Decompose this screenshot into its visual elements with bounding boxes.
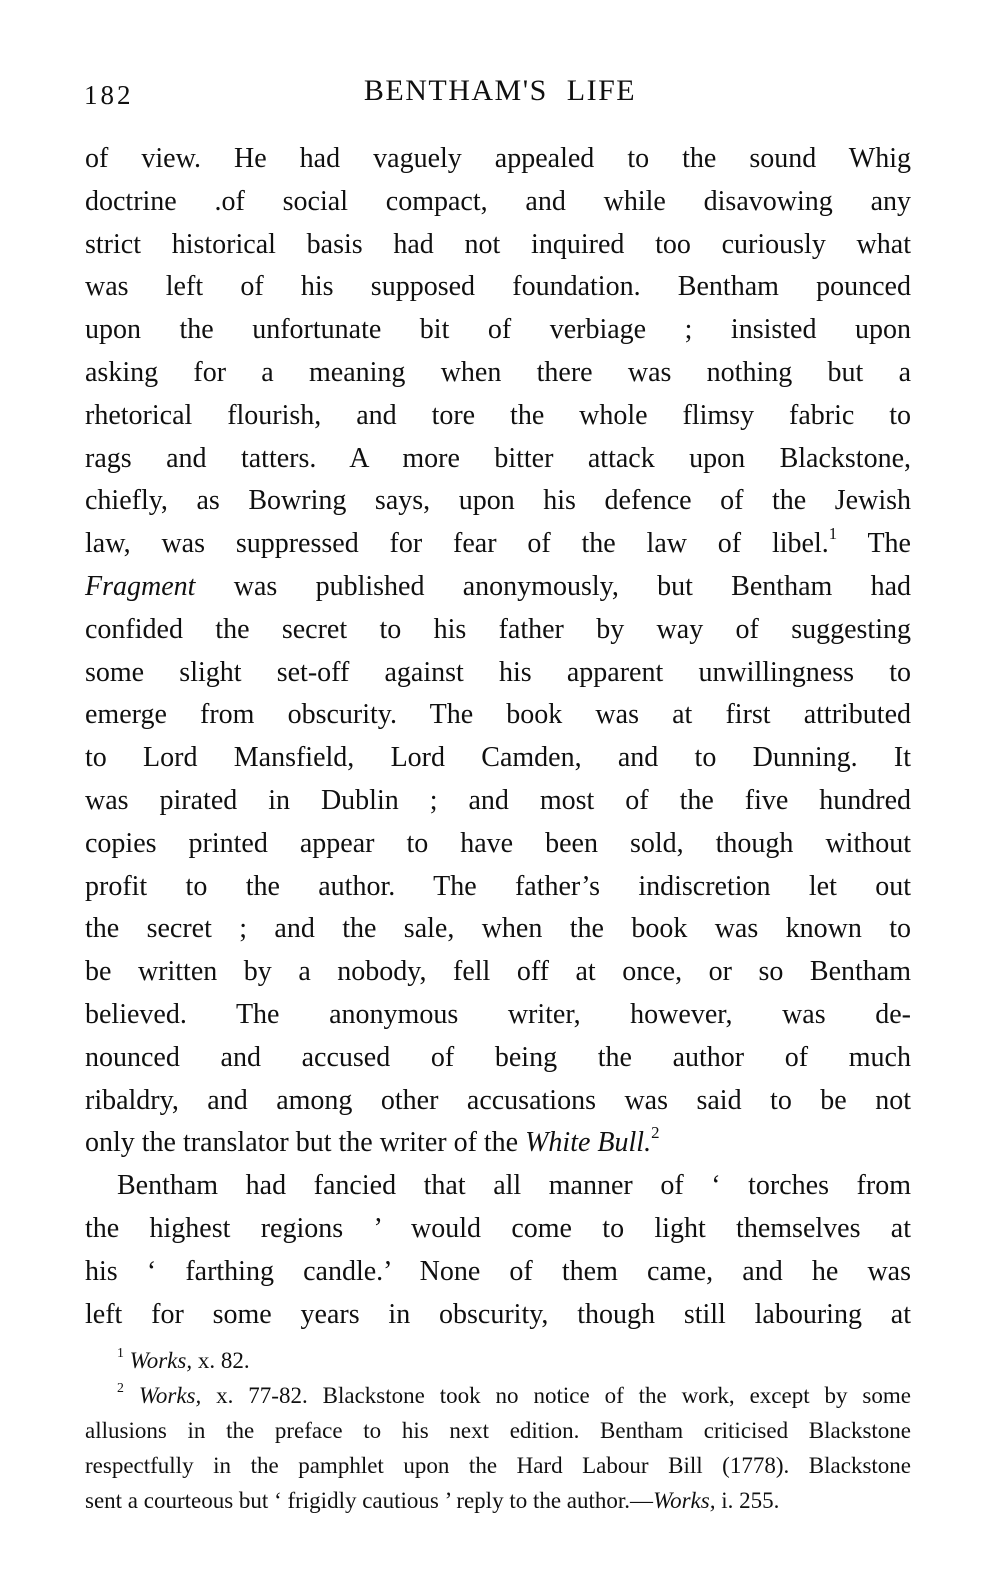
text-segment: law, was suppressed for fear of the law of libel. [85, 528, 829, 560]
text-line [85, 1122, 911, 1165]
text-line [85, 224, 911, 267]
text-segment: x. 82. [192, 1348, 250, 1373]
text-line [85, 1378, 911, 1413]
text-line [85, 309, 911, 352]
text-segment: believed. The anonymous writer, however, was de- [85, 998, 911, 1030]
text-segment: ribaldry, and among other accusations was said to be not [85, 1084, 911, 1116]
text-line [85, 1251, 911, 1294]
text-segment: doctrine .of social compact, and while disavowing any [85, 185, 911, 217]
text-line [85, 266, 911, 309]
text-line [85, 609, 911, 652]
text-line [85, 737, 911, 780]
text-segment: was left of his supposed foundation. Bentham pounced [85, 271, 911, 303]
text-segment: x. 77-82. Blackstone took no notice of the work, except by some [201, 1383, 911, 1408]
text-segment: of view. He had vaguely appealed to the sound Whig [85, 143, 911, 174]
italic-text-segment: Works, [123, 1383, 202, 1408]
text-line [85, 823, 911, 866]
text-segment: i. 255. [715, 1488, 780, 1513]
footnotes [85, 1343, 911, 1518]
text-line [85, 1080, 911, 1123]
text-segment: Bentham had fancied that all manner of ‘ torches from [117, 1170, 911, 1202]
italic-text-segment: Works, [123, 1348, 193, 1373]
text-line [85, 951, 911, 994]
text-segment: left for some years in obscurity, though still labouring at [85, 1298, 911, 1330]
text-line [85, 1208, 911, 1251]
text-segment: to Lord Mansfield, Lord Camden, and to Dunning. It [85, 742, 911, 774]
text-line [85, 395, 911, 438]
paragraph [85, 1343, 911, 1378]
text-segment: the secret ; and the sale, when the book was known to [85, 913, 911, 945]
text-line [85, 138, 911, 181]
text-segment: nounced and accused of being the author of much [85, 1041, 911, 1073]
text-line [85, 1343, 911, 1378]
text-line [85, 1448, 911, 1483]
text-line [85, 523, 911, 566]
text-line [85, 1413, 911, 1448]
text-segment: profit to the author. The father’s indiscretion let out [85, 870, 911, 902]
footnote-marker: 2 [651, 1123, 660, 1143]
text-line [85, 1165, 911, 1208]
footnote-marker: 1 [117, 1345, 124, 1361]
footnote-marker: 2 [117, 1380, 124, 1396]
paragraph [85, 1378, 911, 1518]
text-line [85, 352, 911, 395]
text-line [85, 438, 911, 481]
text-segment: was pirated in Dublin ; and most of the five hundred [85, 784, 911, 816]
italic-text-segment: Fragment [85, 570, 196, 602]
text-segment: upon the unfortunate bit of verbiage ; insisted upon [85, 314, 911, 346]
italic-text-segment: White Bull. [525, 1127, 652, 1159]
italic-text-segment: Works, [653, 1488, 716, 1513]
running-header: BENTHAM'S LIFE [363, 74, 637, 107]
text-line [85, 994, 911, 1037]
body-text [85, 138, 911, 1336]
text-segment: copies printed appear to have been sold, though without [85, 827, 911, 859]
text-line [85, 652, 911, 695]
text-segment: confided the secret to his father by way of suggesting [85, 613, 911, 645]
text-line [85, 908, 911, 951]
text-segment: emerge from obscurity. The book was at first attributed [85, 699, 911, 731]
text-segment: rags and tatters. A more bitter attack upon Blackstone, [85, 442, 911, 474]
text-line [85, 181, 911, 224]
paragraph [85, 138, 911, 1165]
text-segment: strict historical basis had not inquired too curiously what [85, 228, 911, 260]
text-line [85, 1037, 911, 1080]
footnote-marker: 1 [828, 524, 838, 544]
text-segment: be written by a nobody, fell off at once, or so Bentham [85, 956, 911, 988]
text-segment: the highest regions ’ would come to light themselves at [85, 1212, 911, 1244]
text-segment: his ‘ farthing candle.’ None of them came, and he was [85, 1255, 911, 1287]
text-line [85, 1294, 911, 1337]
text-segment: was published anonymously, but Bentham had [195, 570, 911, 602]
text-segment: some slight set-off against his apparent unwillingness to [85, 656, 911, 688]
text-segment: chiefly, as Bowring says, upon his defence of the Jewish [85, 485, 911, 517]
text-segment: respectfully in the pamphlet upon the Hard Labour Bill (1778). Blackstone [85, 1453, 911, 1478]
page-number: 182 [84, 80, 134, 110]
text-line [85, 694, 911, 737]
text-line [85, 866, 911, 909]
text-segment: allusions in the preface to his next edition. Bentham criticised Blackstone [85, 1418, 911, 1443]
text-line [85, 566, 911, 609]
text-segment: rhetorical flourish, and tore the whole flimsy fabric to [85, 399, 911, 431]
text-segment: sent a courteous but ‘ frigidly cautious ’ reply to the author.— [85, 1488, 654, 1513]
text-line [85, 1483, 911, 1518]
paragraph [85, 1165, 911, 1336]
text-line [85, 480, 911, 523]
text-line [85, 780, 911, 823]
text-segment: only the translator but the writer of the [85, 1127, 526, 1159]
text-segment: asking for a meaning when there was nothing but a [85, 356, 911, 388]
text-segment: The [837, 528, 911, 560]
